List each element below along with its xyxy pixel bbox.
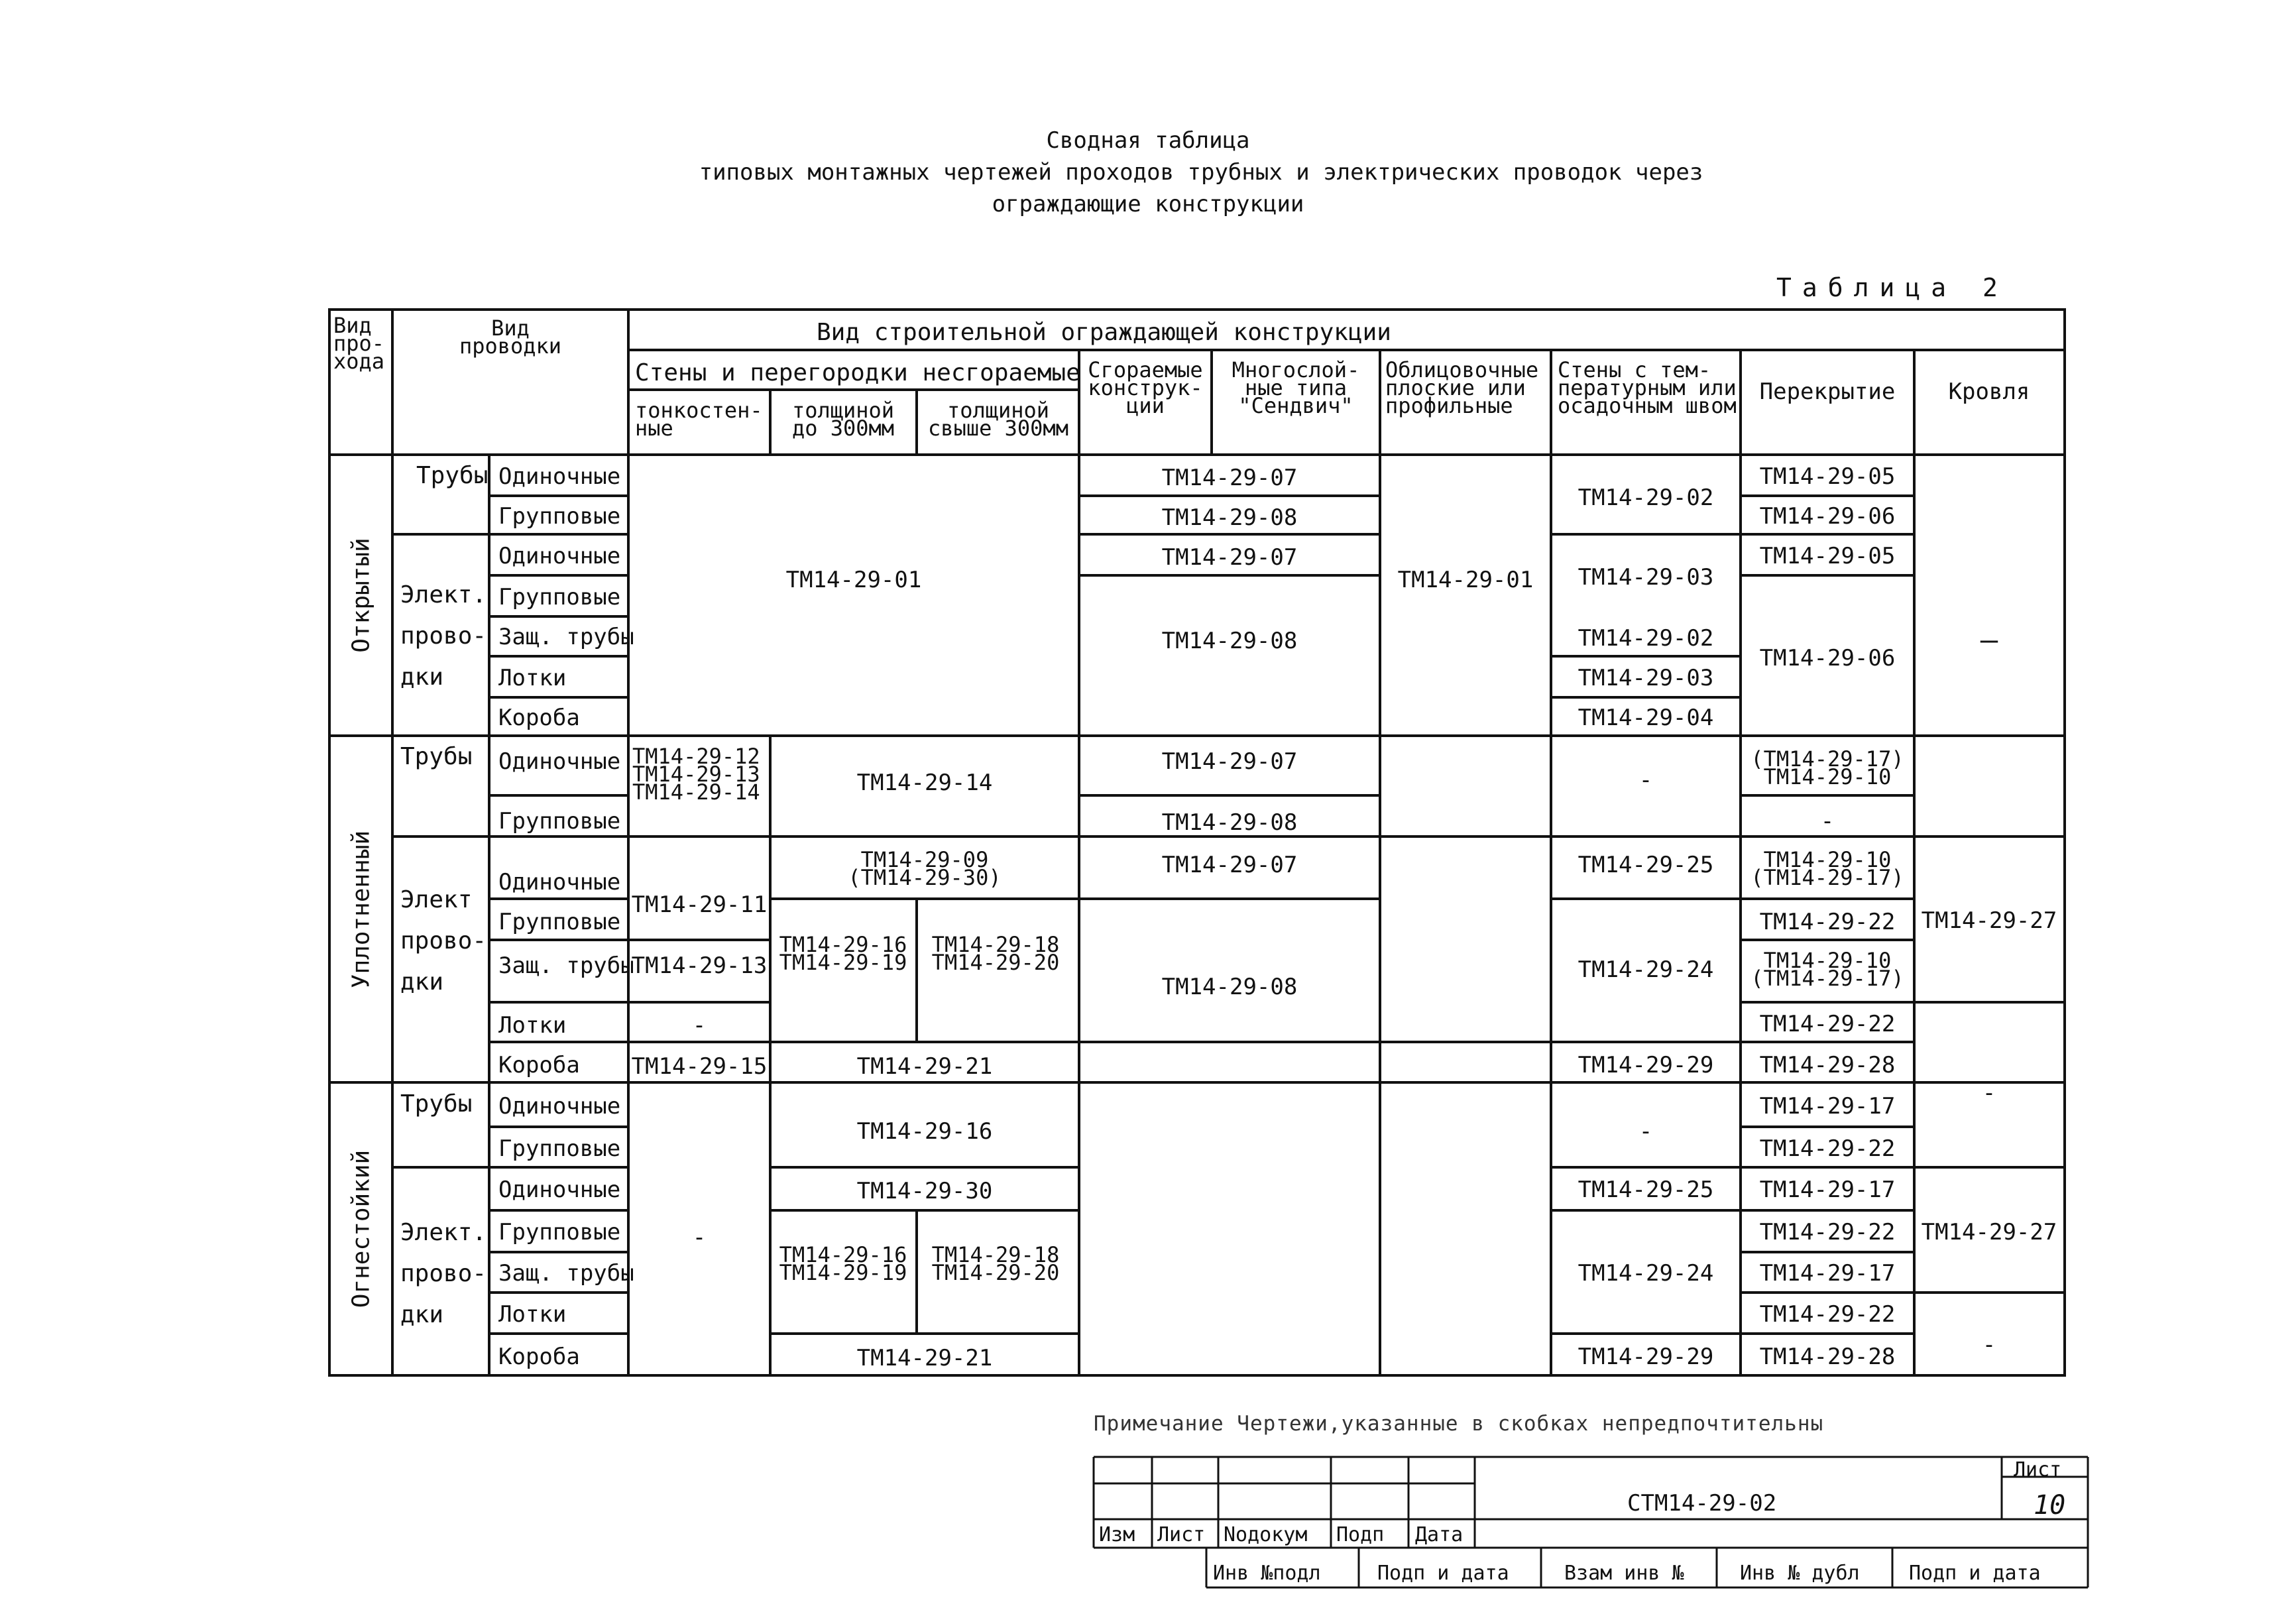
cell-code: ТМ14-29-22 — [1759, 1135, 1896, 1162]
cell-code: ТМ14-29-08 — [1161, 974, 1298, 1000]
cell-code: ТМ14-29-24 — [1578, 1260, 1714, 1287]
label-truby-2: Трубы — [400, 743, 473, 770]
cell-code: ТМ14-29-18 — [931, 932, 1060, 957]
cell-code: ТМ14-29-16 — [856, 1118, 993, 1145]
note: Примечание Чертежи,указанные в скобках непредпочтительны — [1094, 1412, 1824, 1436]
cell-code: ТМ14-29-28 — [1759, 1052, 1896, 1078]
label-truby-1: Трубы — [416, 462, 488, 489]
cell-code: ТМ14-29-22 — [1759, 1219, 1896, 1245]
label-dki-3: дки — [400, 1301, 444, 1328]
cell-code: ТМ14-29-15 — [631, 1053, 768, 1080]
label-provo-1: прово- — [400, 622, 487, 650]
cell-code: ТМ14-29-20 — [931, 950, 1060, 975]
type-odinochnye: Одиночные — [498, 463, 621, 490]
cell-code: ТМ14-29-22 — [1759, 909, 1896, 935]
type-gruppovye: Групповые — [498, 808, 621, 835]
cell-code: ТМ14-29-06 — [1759, 645, 1896, 671]
cell-code: ТМ14-29-17 — [1759, 1093, 1896, 1120]
type-gruppovye: Групповые — [498, 909, 621, 935]
cell-code: ТМ14-29-20 — [931, 1260, 1060, 1285]
cell-code: ТМ14-29-17 — [1759, 1177, 1896, 1203]
cell-code: ТМ14-29-19 — [779, 1260, 907, 1285]
type-odinochnye: Одиночные — [498, 1093, 621, 1120]
type-odinochnye: Одиночные — [498, 1177, 621, 1203]
cell-code: ТМ14-29-02 — [1578, 485, 1714, 511]
cell-code: ТМ14-29-16 — [779, 932, 907, 957]
cell-code: ТМ14-29-09 — [860, 847, 989, 872]
cell-code: ТМ14-29-07 — [1161, 748, 1298, 775]
cell-code: ТМ14-29-14 — [632, 779, 760, 805]
stamp-inv-dubl: Инв № дубл — [1740, 1562, 1860, 1585]
stamp-nodokum: Nодокум — [1224, 1523, 1308, 1546]
cell-code: ТМ14-29-07 — [1161, 465, 1298, 491]
group-ognestoikii: Огнестойкий — [347, 1149, 375, 1308]
cell-code: (ТМ14-29-17) — [1751, 746, 1904, 772]
cell-code: ТМ14-29-08 — [1161, 809, 1298, 836]
header-steny-shvom: Стены с тем- пературным или осадочным швом — [1558, 357, 1737, 418]
cell-code: ТМ14-29-27 — [1921, 1219, 2057, 1245]
table-label: Таблица 2 — [1776, 273, 2008, 302]
cell-code: ТМ14-29-12 — [632, 744, 760, 769]
label-elekt-1: Элект. — [400, 581, 487, 608]
cell-code: (ТМ14-29-17) — [1751, 966, 1904, 991]
cell-code: (ТМ14-29-17) — [1751, 865, 1904, 890]
label-elekt-3: Элект. — [400, 1219, 487, 1246]
cell-code: - — [1820, 808, 1835, 835]
cell-code: ТМ14-29-06 — [1759, 503, 1896, 530]
stamp-izm: Изм — [1099, 1523, 1135, 1546]
cell-code: ТМ14-29-19 — [779, 950, 907, 975]
cell-code: - — [692, 1012, 707, 1039]
cell-code: ТМ14-29-14 — [856, 770, 993, 796]
cell-code: — — [1980, 623, 1998, 657]
type-koroba: Короба — [498, 1344, 580, 1370]
header-tonkostennye: тонкостен- ные — [635, 398, 763, 441]
cell-code: ТМ14-29-13 — [631, 952, 768, 979]
cell-code: ТМ14-29-24 — [1578, 956, 1714, 983]
label-elekt-2: Элект — [400, 886, 473, 913]
header-sgoraemye: Сгораемые конструк- ции — [1088, 357, 1203, 418]
cell-code: ТМ14-29-13 — [632, 762, 760, 787]
header-krovlya: Кровля — [1948, 378, 2030, 405]
cell-code: ТМ14-29-25 — [1578, 1177, 1714, 1203]
header-perekrytie: Перекрытие — [1759, 378, 1896, 405]
cell-code: ТМ14-29-01 — [1397, 567, 1534, 593]
cell-code: ТМ14-29-10 — [1763, 948, 1892, 973]
stamp-podp-data-2: Подп и дата — [1909, 1562, 2041, 1585]
cell-code: ТМ14-29-02 — [1578, 625, 1714, 652]
stamp-list-label: Лист — [2014, 1458, 2062, 1481]
title-line-2: типовых монтажных чертежей проходов трубных и электрических проводок через — [699, 159, 1703, 186]
cell-code: - — [1982, 1332, 1996, 1358]
header-mnogosloinye: Многослой- ные типа "Сендвич" — [1232, 357, 1360, 418]
type-gruppovye: Групповые — [498, 503, 621, 530]
type-lotki: Лотки — [498, 1012, 567, 1039]
group-uplotnennyi: Уплотненный — [347, 830, 375, 989]
header-do300: толщиной до 300мм — [791, 398, 895, 441]
cell-code: ТМ14-29-05 — [1759, 463, 1896, 490]
cell-code: ТМ14-29-29 — [1578, 1052, 1714, 1078]
header-vid-prohoda: Вид про- хода — [333, 313, 385, 374]
cell-code: ТМ14-29-25 — [1578, 852, 1714, 878]
type-gruppovye: Групповые — [498, 584, 621, 610]
header-vid-provodki: Вид проводки — [459, 316, 562, 359]
label-dki-2: дки — [400, 968, 444, 996]
header-vid-konstrukcii: Вид строительной ограждающей конструкции — [817, 319, 1391, 346]
cell-code: ТМ14-29-11 — [631, 892, 768, 918]
stamp-vzam-inv: Взам инв № — [1564, 1562, 1684, 1585]
cell-code: - — [1638, 767, 1653, 793]
cell-code: ТМ14-29-07 — [1161, 544, 1298, 571]
type-odinochnye: Одиночные — [498, 543, 621, 569]
cell-code: ТМ14-29-03 — [1578, 564, 1714, 591]
header-svyshe300: толщиной свыше 300мм — [928, 398, 1068, 441]
cell-code: ТМ14-29-30 — [856, 1178, 993, 1204]
title-line-1: Сводная таблица — [1046, 127, 1250, 154]
cell-code: - — [1982, 1080, 1996, 1106]
label-truby-3: Трубы — [400, 1090, 473, 1118]
group-otkrytyi: Открытый — [347, 538, 375, 653]
type-zasch-truby: Защ. трубы — [498, 624, 634, 650]
cell-code: ТМ14-29-08 — [1161, 628, 1298, 654]
type-odinochnye: Одиночные — [498, 869, 621, 895]
stamp-data: Дата — [1415, 1523, 1464, 1546]
stamp-podp: Подп — [1336, 1523, 1385, 1546]
type-koroba: Короба — [498, 1052, 580, 1078]
type-koroba: Короба — [498, 705, 580, 731]
header-oblicovochnye: Облицовочные плоские или профильные — [1385, 357, 1539, 418]
cell-code: ТМ14-29-29 — [1578, 1344, 1714, 1370]
type-odinochnye: Одиночные — [498, 748, 621, 775]
stamp-podp-data: Подп и дата — [1377, 1562, 1509, 1585]
cell-code: (ТМ14-29-30) — [848, 865, 1002, 890]
cell-code: ТМ14-29-01 — [785, 567, 922, 593]
stamp-inv-podl: Инв №подл — [1213, 1562, 1321, 1585]
cell-code: ТМ14-29-18 — [931, 1242, 1060, 1267]
cell-code: ТМ14-29-21 — [856, 1345, 993, 1371]
cell-code: ТМ14-29-05 — [1759, 543, 1896, 569]
type-zasch-truby: Защ. трубы — [498, 1260, 634, 1287]
cell-code: ТМ14-29-17 — [1759, 1260, 1896, 1287]
type-lotki: Лотки — [498, 665, 567, 691]
type-gruppovye: Групповые — [498, 1135, 621, 1162]
stamp-doc-code: СТМ14-29-02 — [1627, 1490, 1777, 1517]
label-provo-2: прово- — [400, 927, 487, 954]
cell-code: ТМ14-29-21 — [856, 1053, 993, 1080]
header-steny-negoraemye: Стены и перегородки несгораемые — [635, 359, 1080, 386]
cell-code: ТМ14-29-07 — [1161, 852, 1298, 878]
cell-code: - — [692, 1224, 707, 1251]
cell-code: ТМ14-29-16 — [779, 1242, 907, 1267]
cell-code: ТМ14-29-04 — [1578, 705, 1714, 731]
cell-code: ТМ14-29-08 — [1161, 504, 1298, 531]
cell-code: ТМ14-29-10 — [1763, 764, 1892, 789]
cell-code: ТМ14-29-10 — [1763, 847, 1892, 872]
label-dki-1: дки — [400, 663, 444, 691]
type-gruppovye: Групповые — [498, 1219, 621, 1245]
stamp-sheet-number: 10 — [2034, 1490, 2066, 1521]
cell-code: ТМ14-29-27 — [1921, 907, 2057, 934]
cell-code: ТМ14-29-22 — [1759, 1011, 1896, 1037]
title-line-3: ограждающие конструкции — [992, 191, 1304, 217]
cell-code: ТМ14-29-28 — [1759, 1344, 1896, 1370]
label-provo-3: прово- — [400, 1260, 487, 1287]
cell-code: - — [1638, 1118, 1653, 1145]
cell-code: ТМ14-29-22 — [1759, 1301, 1896, 1328]
type-lotki: Лотки — [498, 1301, 567, 1328]
cell-code: ТМ14-29-03 — [1578, 665, 1714, 691]
type-zasch-truby: Защ. трубы — [498, 952, 634, 979]
stamp-list: Лист — [1157, 1523, 1206, 1546]
